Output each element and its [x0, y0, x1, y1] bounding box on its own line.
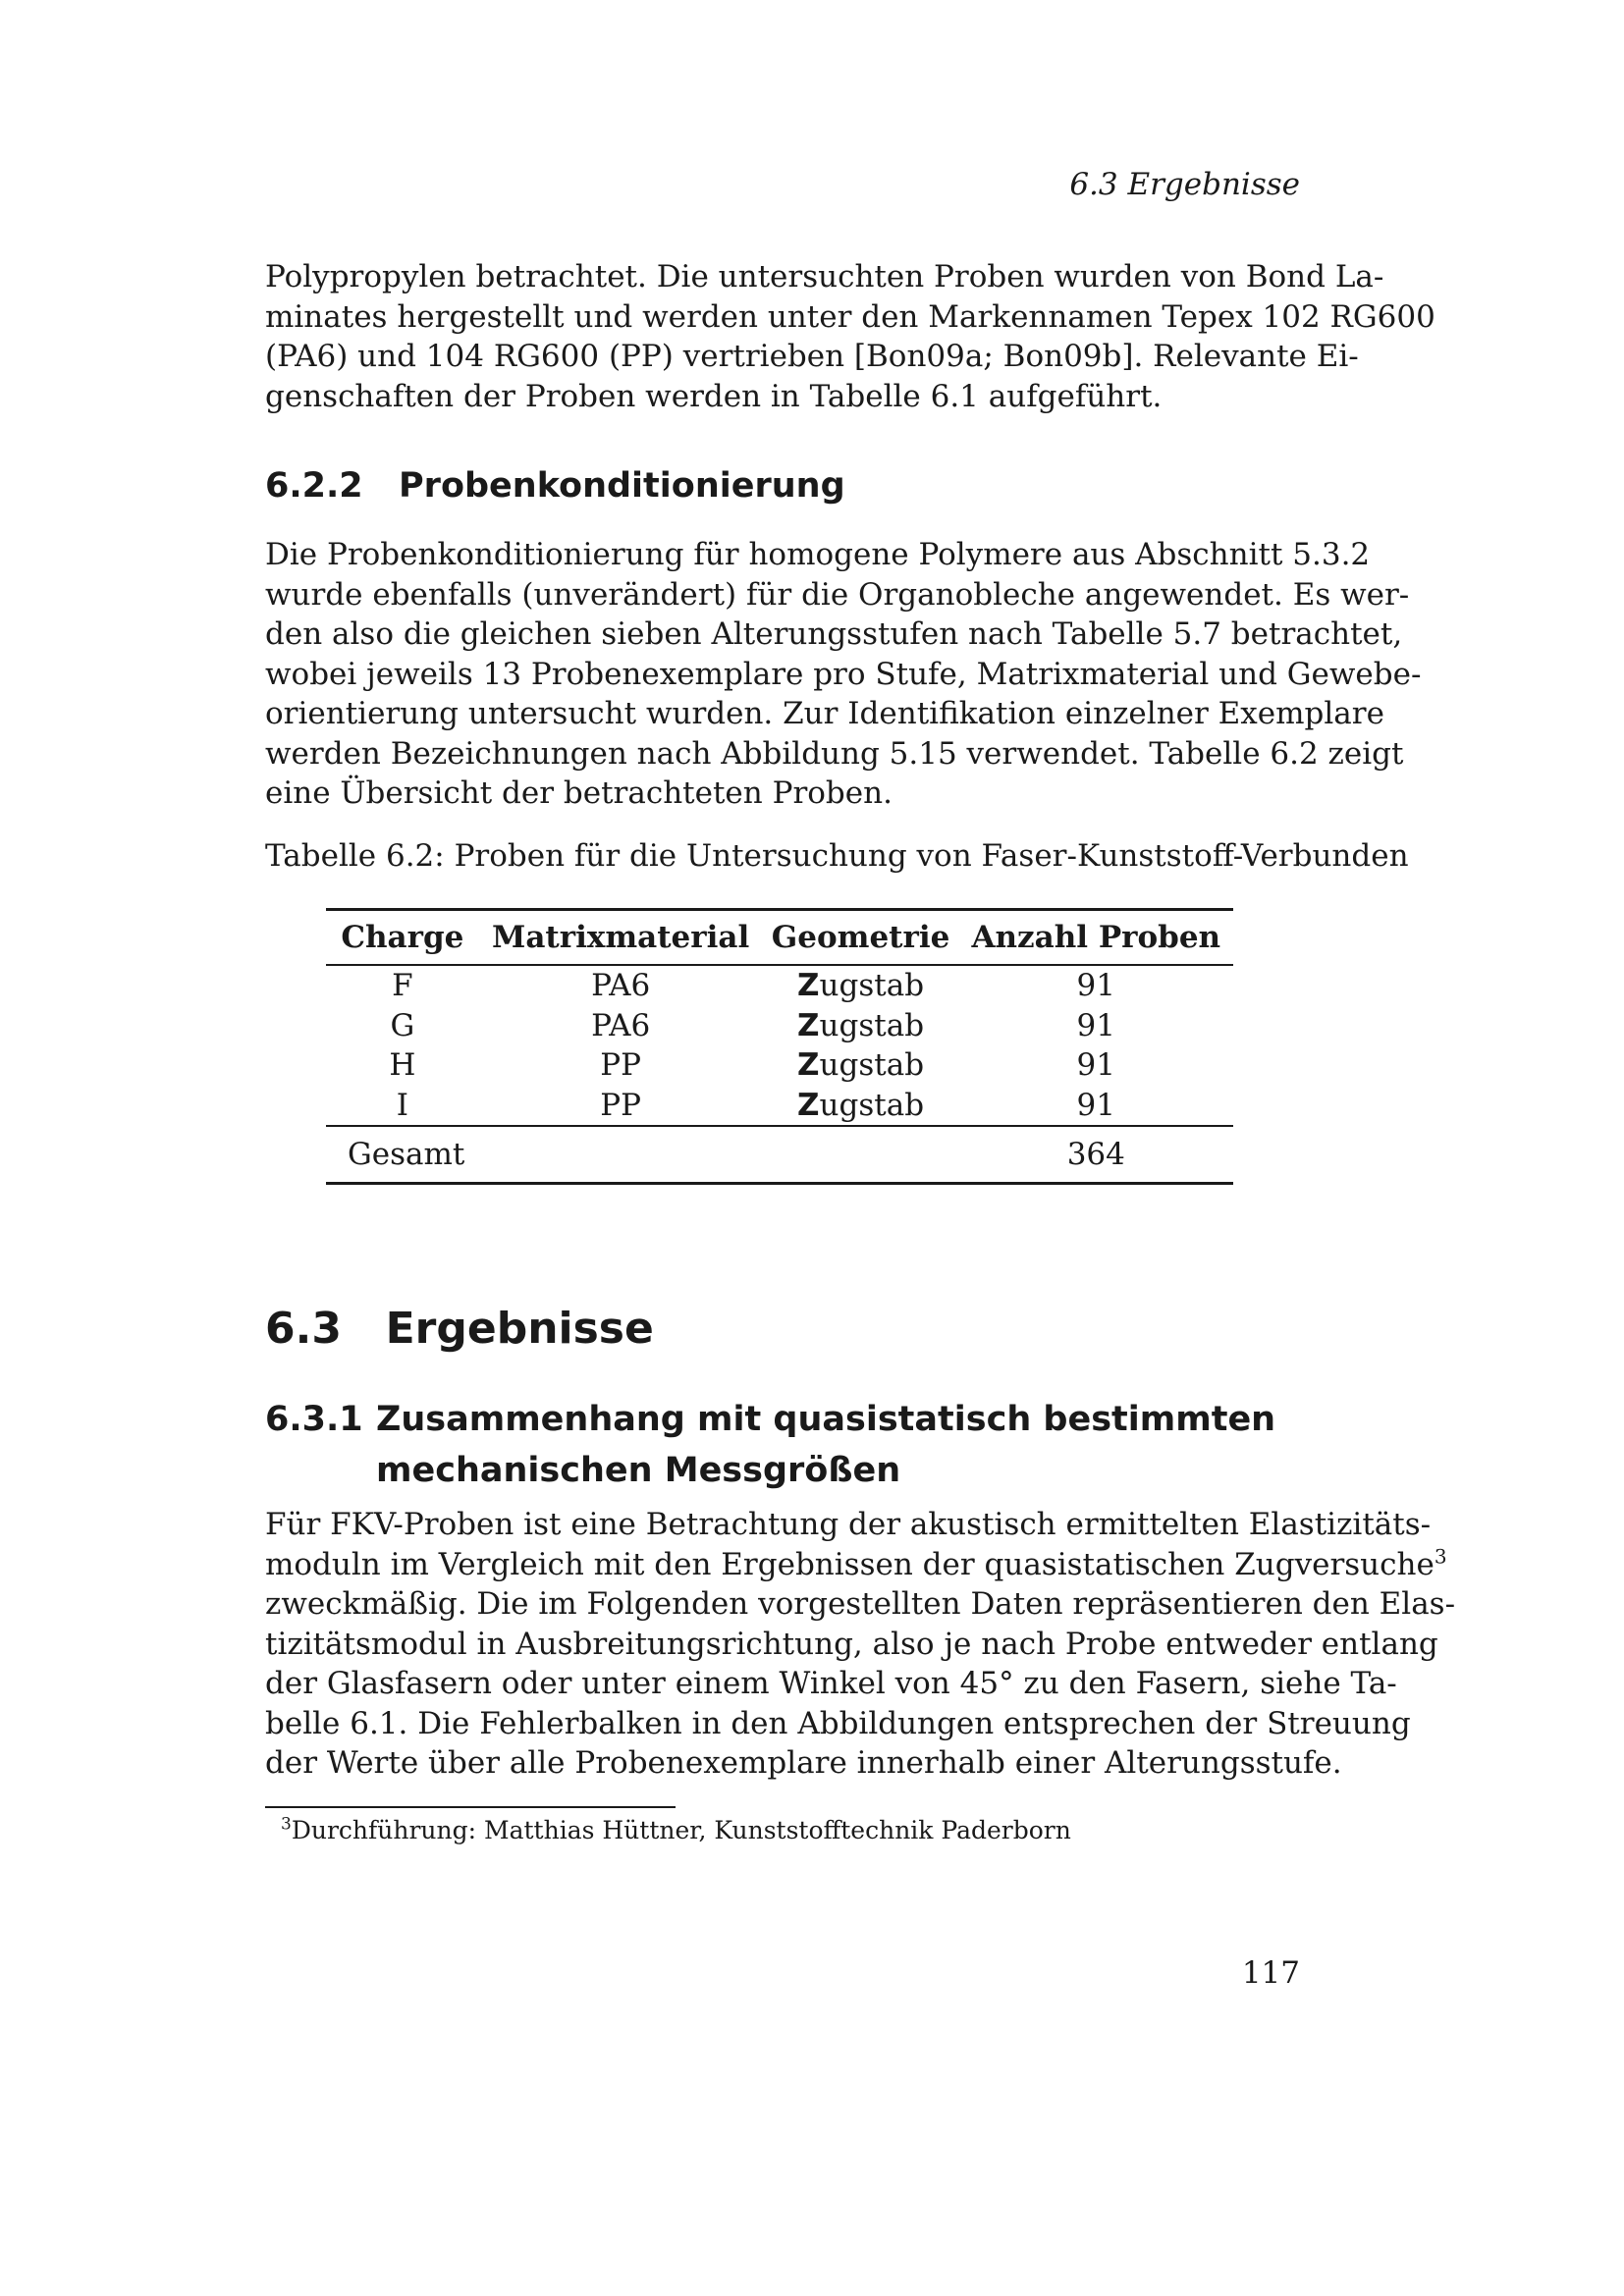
cell-geometry: Zugstab	[797, 968, 925, 1004]
probenkonditionierung-paragraph	[265, 535, 1422, 814]
text-line: eine Übersicht der betrachteten Proben.	[265, 775, 893, 811]
cell-matrix: PP	[600, 1047, 641, 1084]
cell-geometry: Zugstab	[797, 1047, 925, 1084]
total-label: Gesamt	[348, 1137, 465, 1172]
text-line: Polypropylen betrachtet. Die untersuchten Proben wurden von Bond La-	[265, 259, 1384, 294]
subsection-heading-6-3-1	[265, 1394, 1296, 1496]
cell-count: 91	[1076, 1007, 1115, 1043]
footnote-rule	[265, 1806, 676, 1808]
table-row	[326, 965, 1233, 1006]
footnote-text: Durchführung: Matthias Hüttner, Kunststofftechnik Paderborn	[291, 1816, 1071, 1844]
column-header: Geometrie	[771, 920, 950, 955]
text-line: den also die gleichen sieben Alterungsstufen nach Tabelle 5.7 betrachtet,	[265, 616, 1403, 652]
total-value: 364	[1066, 1137, 1125, 1172]
column-header: Charge	[341, 920, 464, 955]
subsection-number: 6.2.2	[265, 466, 363, 506]
cell-charge: F	[392, 968, 413, 1004]
text-line: Die Probenkonditionierung für homogene Polymere aus Abschnitt 5.3.2	[265, 537, 1371, 572]
table-row	[326, 1006, 1233, 1046]
footnote-mark: 3	[1434, 1544, 1447, 1569]
text-line: orientierung untersucht wurden. Zur Identifikation einzelner Exemplare	[265, 696, 1384, 731]
section-title: Ergebnisse	[385, 1304, 654, 1354]
cell-matrix: PA6	[591, 968, 651, 1004]
subsection-title: Probenkonditionierung	[399, 466, 845, 506]
text-line: wurde ebenfalls (unverändert) für die Organobleche angewendet. Es wer-	[265, 576, 1410, 613]
column-header: Anzahl Proben	[971, 920, 1221, 955]
text-line: (PA6) und 104 RG600 (PP) vertrieben [Bon09a; Bon09b]. Relevante Ei-	[265, 339, 1359, 374]
table-row	[326, 1045, 1233, 1086]
footnote-number: 3	[281, 1814, 292, 1835]
running-header: 6.3 Ergebnisse	[1069, 167, 1300, 202]
cell-geometry: Zugstab	[797, 1007, 925, 1043]
text-line: genschaften der Proben werden in Tabelle 6.1 aufgeführt.	[265, 378, 1163, 414]
subsection-number: 6.3.1	[265, 1400, 363, 1439]
cell-count: 91	[1076, 1087, 1115, 1123]
cell-count: 91	[1076, 1047, 1115, 1084]
table-total-row	[326, 1126, 1233, 1184]
text-line: werden Bezeichnungen nach Abbildung 5.15 verwendet. Tabelle 6.2 zeigt	[265, 735, 1404, 772]
cell-matrix: PP	[600, 1087, 641, 1123]
text-line: minates hergestellt und werden unter den Markennamen Tepex 102 RG600	[265, 298, 1435, 335]
text-line: tizitätsmodul in Ausbreitungsrichtung, also je nach Probe entweder entlang	[265, 1626, 1438, 1662]
text-line: moduln im Vergleich mit den Ergebnissen der quasistatischen Zugversuche$^3$	[265, 1544, 1447, 1582]
section-heading-6-3	[265, 1304, 1296, 1354]
cell-matrix: PA6	[591, 1007, 651, 1043]
section-number: 6.3	[265, 1304, 342, 1354]
text-line: zweckmäßig. Die im Folgenden vorgestellten Daten repräsentieren den Elas-	[265, 1586, 1456, 1622]
zusammenhang-paragraph	[265, 1505, 1456, 1784]
samples-table	[326, 908, 1233, 1185]
intro-paragraph	[265, 257, 1435, 416]
text-line: wobei jeweils 13 Probenexemplare pro Stufe, Matrixmaterial und Gewebe-	[265, 656, 1422, 692]
text-line: Für FKV-Proben ist eine Betrachtung der akustisch ermittelten Elastizitäts-	[265, 1507, 1432, 1542]
text-line: der Werte über alle Probenexemplare innerhalb einer Alterungsstufe.	[265, 1745, 1342, 1781]
text-line: belle 6.1. Die Fehlerbalken in den Abbildungen entsprechen der Streuung	[265, 1705, 1411, 1741]
footnote	[281, 1816, 1071, 1844]
cell-geometry: Zugstab	[797, 1087, 925, 1123]
table-row	[326, 1086, 1233, 1127]
cell-charge: G	[390, 1007, 415, 1043]
cell-charge: H	[389, 1047, 416, 1084]
cell-count: 91	[1076, 968, 1115, 1004]
text-line: der Glasfasern oder unter einem Winkel von 45° zu den Fasern, siehe Ta-	[265, 1666, 1397, 1701]
cell-charge: I	[396, 1087, 408, 1123]
page-number: 117	[1241, 1955, 1300, 1991]
subsection-heading-6-2-2	[265, 466, 1296, 506]
column-header: Matrixmaterial	[492, 920, 750, 955]
subsection-title-line1: Zusammenhang mit quasistatisch bestimmten	[376, 1400, 1276, 1439]
subsection-title-line2: mechanischen Messgrößen	[376, 1451, 901, 1490]
table-header-row	[326, 910, 1233, 966]
table-caption: Tabelle 6.2: Proben für die Untersuchung von Faser-Kunststoff-Verbunden	[265, 838, 1409, 874]
